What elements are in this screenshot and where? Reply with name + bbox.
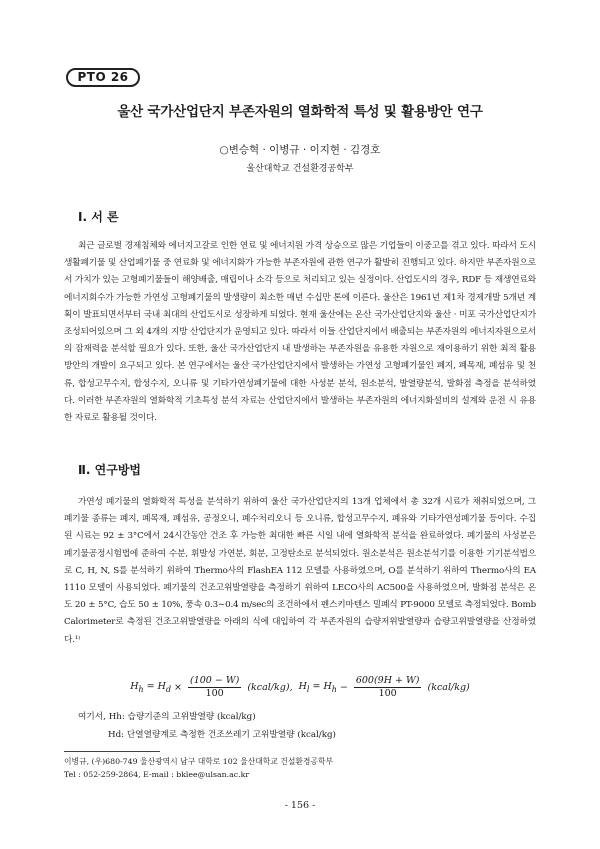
author-list: ○변승혁 · 이병규 · 이지현 · 김경호 (219, 144, 381, 156)
formula-unit-1: (kcal/kg), (244, 682, 299, 693)
formula-hl: $H_l$ (298, 681, 310, 694)
footnote-divider (64, 751, 160, 752)
formula-fraction-2 (354, 675, 422, 700)
footnote-contact: Tel : 052-259-2864, E-mail : bklee@ulsan.ac.kr (64, 770, 250, 779)
fraction-1-numerator: (100 − W) (190, 675, 240, 686)
affiliation: 울산대학교 건설환경공학부 (246, 164, 354, 174)
footnote (64, 755, 333, 781)
formula-minus: − (336, 682, 351, 693)
fraction-2-denominator: 100 (378, 688, 397, 699)
session-badge: PTO 26 (66, 68, 140, 87)
calorific-value-equation (60, 675, 540, 700)
definition-hh: 여기서, Hh: 습량기준의 고위발열량 (kcal/kg) (78, 712, 256, 722)
definition-hd: Hd: 단열열량계로 측정한 건조쓰레기 고위발열량 (kcal/kg) (108, 730, 336, 740)
section-heading-methods: Ⅱ. 연구방법 (78, 463, 142, 477)
fraction-2-numerator: 600(9H + W) (355, 675, 420, 686)
footnote-address: 이병규, (우)680-749 울산광역시 남구 대학로 102 울산대학교 건설환경공학부 (64, 757, 334, 766)
formula-eq1: = $H_d$ (143, 681, 171, 694)
formula-times: × (171, 682, 185, 693)
methods-paragraph: 가연성 폐기물의 열화학적 특성을 분석하기 위하여 울산 국가산업단지의 13개 업체에서 총 32개 시료가 채취되었으며, 그 폐기물 종류는 폐지, 폐목재, 폐섬유, 공정오니, 폐수처리오니 등 오니류, 합성고무수지, 폐유와 기타가연성폐기물 등이다. 수집된 시료는 92 ± 3°C에서 24시간동안 건조 후 가능한 최대한 빠른 시일 내에 열화학적 분석을 완료하였다. 폐기물의 사성분은 폐기물공정시험법에 준하여 수분, 휘발성 가연분, 회분, 고정탄소로 분석되었다. 원소분석은 원소분석기를 이용한 기기분석법으로 C, H, N, S를 분석하기 위하여 Thermo사의 FlashEA 112 모델를 사용하였으며, O를 분석하기 위하여 Thermo사의 EA 1110 모델이 사용되었다. 폐기물의 건조고위발열량을 측정하기 위하여 LECO사의 AC500을 사용하였으며, 발화점 분석은 온도 20 ± 5°C, 습도 50 ± 10%, 풍속 0.3∼0.4 m/sec의 조건하에서 펜스키마텐스 밀폐식 PT-9000 모델로 측정되었다. Bomb Calorimeter로 측정된 건조고위발열량을 아래의 식에 대입하여 각 부존자원의 습량저위발열량과 습량고위발열량을 산정하였다.¹⁾ (64, 497, 536, 645)
formula-fraction-1 (188, 675, 241, 700)
paper-title: 울산 국가산업단지 부존자원의 열화학적 특성 및 활용방안 연구 (117, 104, 483, 120)
introduction-paragraph: 최근 글로벌 경제침체와 에너지고갈로 인한 연료 및 에너지원 가격 상승으로 많은 기업들이 이중고를 겪고 있다. 따라서 도시생활폐기물 및 산업폐기물 중 연료화 및 에너지화가 가능한 부존자원에 관한 연구가 활발히 진행되고 있다. 하지만 부존자원으로서 가치가 있는 고형폐기물들이 해양배출, 매립이나 소각 등으로 처리되고 있는 실정이다. 산업도시의 경우, RDF 등 재생연료와 에너지회수가 가능한 가연성 고형폐기물의 발생량이 최소한 매년 수십만 톤에 이른다. 울산은 1961년 제1차 경제개발 5개년 계획이 발표되면서부터 국내 최대의 산업도시로 성장하게 되었다. 현재 울산에는 온산 국가산업단지와 울산 · 미포 국가산업단지가 조성되어있으며 그 외 4개의 지방 산업단지가 운영되고 있다. 따라서 이들 산업단지에서 배출되는 부존자원의 에너지자원으로서의 잠재력을 분석할 필요가 있다. 또한, 울산 국가산업단지 내 발생하는 부존자원을 유용한 자원으로 재이용하기 위한 최적 활용방안의 개발이 요구되고 있다. 본 연구에서는 울산 국가산업단지에서 발생하는 가연성 고형폐기물인 폐지, 폐목재, 폐섬유 및 천류, 합성고무수지, 합성수지, 오니류 및 기타가연성폐기물에 대한 사성분 분석, 원소분석, 발열량분석, 발화점 측정을 분석하였다. 이러한 부존자원의 열화학적 기초특성 분석 자료는 산업단지에서 발생하는 부존자원의 에너지화설비의 설계와 운전 시 유용한 자료로 활용될 것이다. (64, 241, 536, 424)
formula-eq2: = $H_h$ (309, 681, 337, 694)
section-heading-introduction: Ⅰ. 서 론 (78, 210, 119, 224)
fraction-1-denominator: 100 (205, 688, 224, 699)
formula-unit-2: (kcal/kg) (424, 682, 470, 693)
page-number: - 156 - (284, 800, 316, 811)
formula-hh: $H_h$ (130, 681, 144, 694)
